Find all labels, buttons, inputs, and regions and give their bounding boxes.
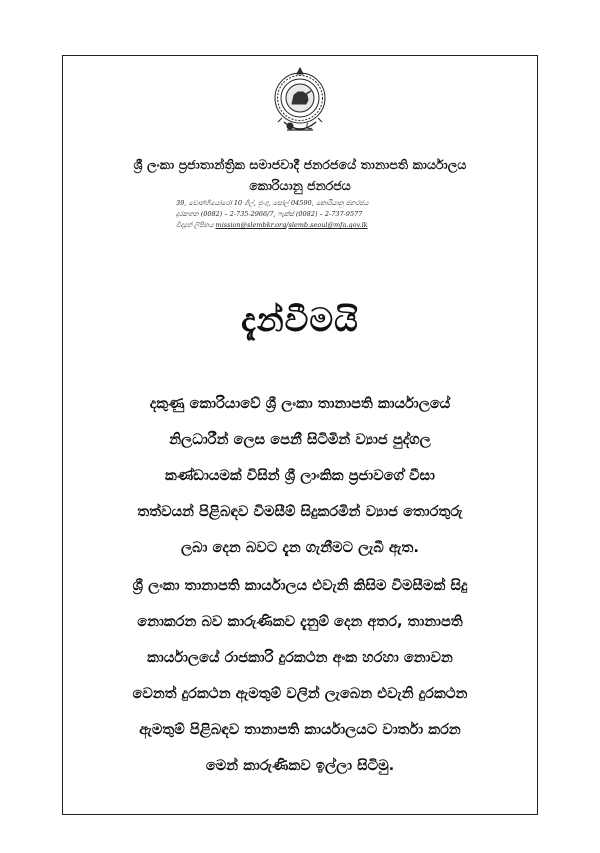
paragraph-line: නිලධාරීන් ලෙස පෙනී සිටිමින් ව්‍යාජ පුද්ගල [169, 431, 431, 448]
paragraph-line: වෙනත් දුරකථන ඇමතුම් වලින් ලැබෙන එවැනි දුරකථන [132, 685, 468, 702]
email-line [176, 221, 476, 230]
email-separator: / [286, 221, 289, 229]
email-link-mfa[interactable]: slemb.seoul@mfa.gov.lk [288, 221, 368, 229]
email-label: විද්‍යුත් ලිපිනය [176, 221, 214, 229]
sri-lanka-emblem-icon [270, 64, 330, 138]
address-line: 39, වොන්හියෝරෝ 10 ගිල්, ජුංගු, සෝල් 04590, කොරියානු ජනරජය [176, 199, 369, 207]
paragraph-line: ශ්‍රී ලංකා තානාපති කාර්යාලය එවැනි කිසිම විමසීමක් සිදු [132, 577, 468, 594]
phone-fax-line: දුරකතන (0082) – 2-735-2966/7, ෆැක්ස් (0082) – 2-737-9577 [176, 210, 363, 218]
notice-paragraph-2 [62, 568, 538, 784]
paragraph-line: දකුණු කොරියාවේ ශ්‍රී ලංකා තානාපති කාර්යාලයේ [149, 395, 451, 412]
email-link-mission[interactable]: mission@slembkr.org [215, 221, 287, 229]
paragraph-line: නොකරන බව කාරුණිකව දැනුම් දෙන අතර, තානාපති [137, 613, 463, 630]
notice-paragraph-1 [62, 386, 538, 566]
paragraph-line: කාර්යාලයේ රාජකාරි දුරකථන අංක හරහා නොවන [147, 649, 453, 666]
embassy-name-heading: ශ්‍රී ලංකා ප්‍රජාතාන්ත්‍රික සමාජවාදී ජනරජයේ තානාපති කාර්යාලය [133, 157, 467, 172]
paragraph-line: තත්වයන් පිළිබඳව විමසීම් සිදුකරමින් ව්‍යාජ තොරතුරු [137, 503, 463, 520]
paragraph-line: ලබා දෙන බවට දැන ගැනීමට ලැබී ඇත. [181, 539, 419, 556]
paragraph-line: මෙන් කාරුණිකව ඉල්ලා සිටිමු. [205, 757, 395, 774]
notice-title: දැන්වීමයි [241, 300, 359, 339]
paragraph-line: ඇමතුම් පිළිබඳව තානාපති කාර්යාලයට වාර්තා කරන [139, 721, 461, 738]
paragraph-line: කණ්ඩායමක් විසින් ශ්‍රී ලාංකික ප්‍රජාවගේ වීසා [165, 467, 435, 484]
country-heading: කොරියානු ජනරජය [249, 178, 351, 193]
